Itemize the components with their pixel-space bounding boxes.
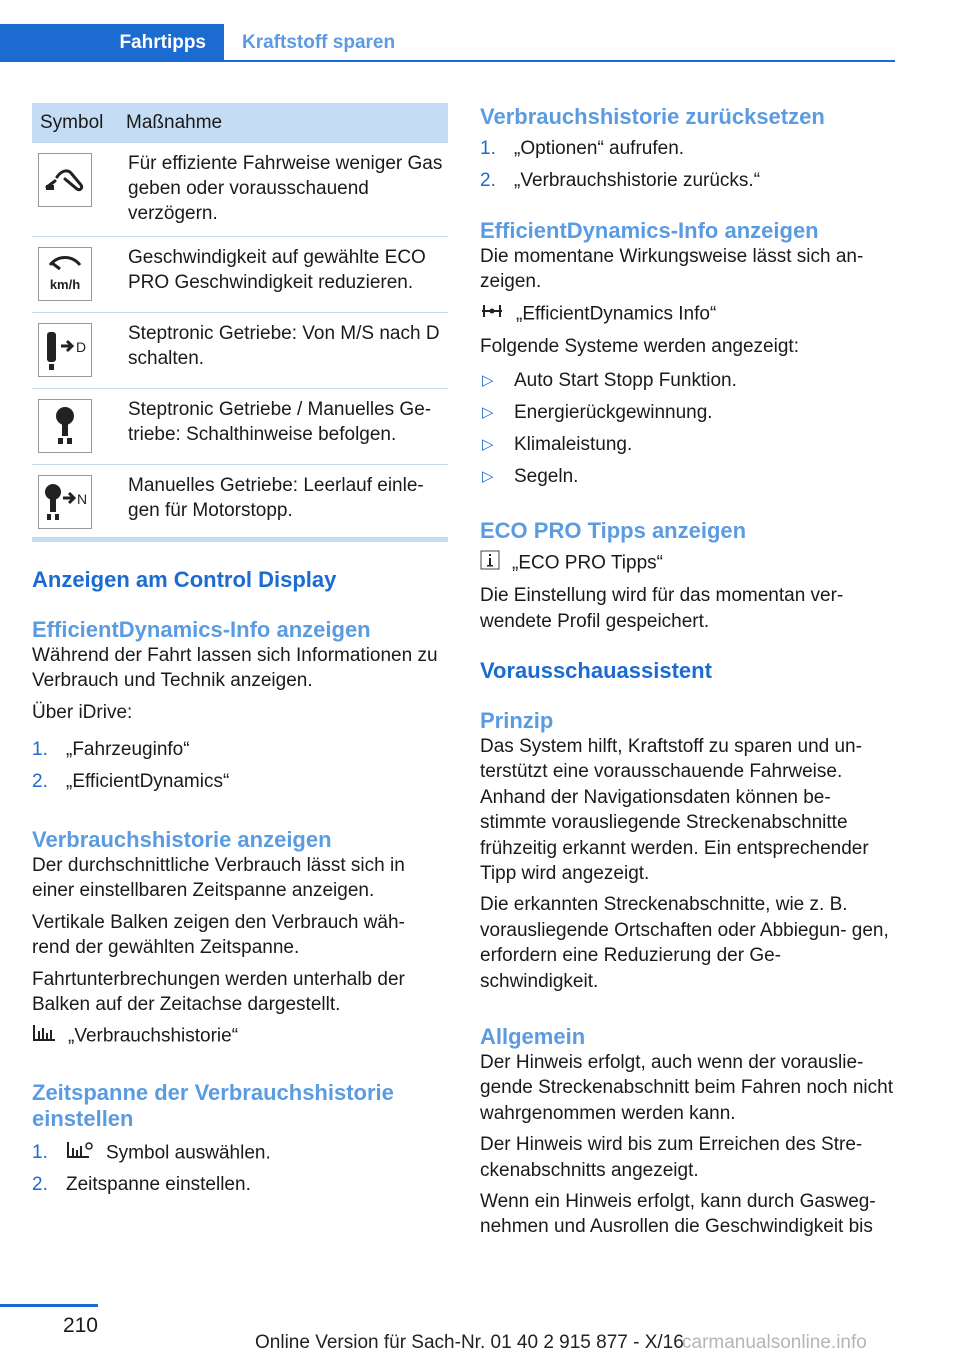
- list-item: ▷ Segeln.: [482, 465, 579, 487]
- list-item: ▷ Klimaleistung.: [482, 433, 633, 455]
- table-end-rule: [32, 537, 448, 542]
- heading-verbrauchshistorie: Verbrauchshistorie anzeigen: [32, 827, 332, 852]
- heading-verbrauchshistorie-zuruecksetzen: Verbrauchshistorie zurücksetzen: [480, 104, 825, 129]
- list-item: 1. „Fahrzeuginfo“: [32, 739, 190, 761]
- list-item: 1. „Optionen“ aufrufen.: [480, 138, 685, 159]
- gear-lever-icon: [38, 399, 92, 453]
- heading-control-display: Anzeigen am Control Display: [32, 567, 337, 592]
- col-symbol: Symbol: [32, 103, 120, 143]
- tab-kraftstoff-sparen[interactable]: Kraftstoff sparen: [242, 32, 396, 53]
- table-row: [32, 237, 448, 313]
- list-item: 1. Symbol auswählen.: [32, 1140, 448, 1172]
- info-icon: [480, 550, 500, 577]
- tab-fahrtipps[interactable]: Fahrtipps: [0, 24, 224, 62]
- paragraph: Die Einstellung wird für das momentan ver- wendete Profil gespeichert.: [480, 585, 844, 632]
- list-item: ▷ Energierückgewinnung.: [482, 401, 713, 423]
- gear-lever-n-icon: [38, 475, 92, 529]
- speedometer-kmh-icon: [38, 247, 92, 301]
- step-list: [480, 136, 898, 200]
- col-measure: Maßnahme: [120, 103, 448, 143]
- menu-path: „ECO PRO Tipps“: [480, 550, 898, 577]
- paragraph: Das System hilft, Kraftstoff zu sparen und un- terstützt eine vorausschauende Fahrweise. Anhand der Navigationsdaten können be- stimmte vorausliegende Streckenabschnitte frühzeitig erkannt werden. Ein entsprechender Tipp wird angezeigt.: [480, 736, 869, 885]
- powertrain-icon: [480, 301, 504, 328]
- table-row: [32, 389, 448, 465]
- table-cell: Steptronic Getriebe: Von M/S nach D schalten.: [120, 313, 448, 389]
- svg-text:N: N: [76, 491, 88, 507]
- heading-zeitspanne: Zeitspanne der Verbrauchshistorie einstellen: [32, 1080, 394, 1131]
- footer-rule: [0, 1304, 98, 1307]
- list-item: ▷ Auto Start Stopp Funktion.: [482, 369, 737, 391]
- list-item: 2. Zeitspanne einstellen.: [32, 1174, 251, 1195]
- paragraph: Vertikale Balken zeigen den Verbrauch wäh- rend der gewählten Zeitspanne.: [32, 911, 405, 959]
- header-rule: [0, 60, 895, 62]
- menu-path: „EfficientDynamics Info“: [480, 301, 898, 328]
- online-version-text: Online Version für Sach-Nr. 01 40 2 915 877 - X/16: [255, 1332, 684, 1353]
- heading-vorausschauassistent: Vorausschauassistent: [480, 658, 712, 683]
- table-row: [32, 465, 448, 541]
- svg-text:km/h: km/h: [49, 277, 81, 292]
- paragraph: Wenn ein Hinweis erfolgt, kann durch Gasweg- nehmen und Ausrollen die Geschwindigkeit bis: [480, 1191, 876, 1238]
- paragraph: Fahrtunterbrechungen werden unterhalb der Balken auf der Zeitachse dargestellt.: [32, 968, 405, 1016]
- table-cell: Geschwindigkeit auf gewählte ECO PRO Geschwindigkeit reduzieren.: [120, 237, 448, 313]
- table-cell: Manuelles Getriebe: Leerlauf einle- gen für Motorstopp.: [120, 465, 448, 541]
- heading-prinzip: Prinzip: [480, 708, 554, 733]
- table-header-row: [32, 103, 448, 143]
- paragraph: Über iDrive:: [32, 701, 133, 723]
- paragraph: Der Hinweis wird bis zum Erreichen des Stre- ckenabschnitts angezeigt.: [480, 1134, 863, 1181]
- table-cell: Steptronic Getriebe / Manuelles Ge- triebe: Schalthinweise befolgen.: [120, 389, 448, 465]
- symbol-table: [32, 103, 448, 541]
- svg-text:D: D: [75, 339, 87, 355]
- bar-chart-icon: [32, 1023, 56, 1050]
- list-item: 2. „EfficientDynamics“: [32, 771, 230, 793]
- paragraph: Die erkannten Streckenabschnitte, wie z. B. vorausliegende Ortschaften oder Abbiegun- gen, erfordern eine Reduzierung der Ge- schwindigkeit.: [480, 894, 889, 992]
- heading-allgemein: Allgemein: [480, 1024, 586, 1049]
- table-row: [32, 313, 448, 389]
- step-list: [32, 1140, 448, 1204]
- table-cell: Für effiziente Fahrweise weniger Gas geben oder vorausschauend verzögern.: [120, 143, 448, 237]
- gear-lever-d-icon: [38, 323, 92, 377]
- paragraph: Die momentane Wirkungsweise lässt sich an- zeigen.: [480, 246, 864, 293]
- watermark: carmanualsonline.info: [682, 1332, 867, 1353]
- table-row: [32, 143, 448, 237]
- systems-list: [480, 368, 898, 496]
- heading-efficientdynamics-info-2: EfficientDynamics-Info anzeigen: [480, 218, 819, 243]
- paragraph: Während der Fahrt lassen sich Informationen zu Verbrauch und Technik anzeigen.: [32, 645, 438, 692]
- chart-settings-icon: [66, 1140, 94, 1167]
- heading-efficientdynamics-info: EfficientDynamics-Info anzeigen: [32, 617, 371, 642]
- list-item: 2. „Verbrauchshistorie zurücks.“: [480, 170, 761, 191]
- paragraph: Der durchschnittliche Verbrauch lässt sich in einer einstellbaren Zeitspanne anzeigen.: [32, 855, 405, 902]
- step-list: [32, 737, 448, 801]
- header-bar: [0, 24, 895, 62]
- menu-path: „Verbrauchshistorie“: [32, 1023, 448, 1050]
- heading-eco-pro-tipps: ECO PRO Tipps anzeigen: [480, 518, 747, 543]
- paragraph: Folgende Systeme werden angezeigt:: [480, 336, 799, 358]
- paragraph: Der Hinweis erfolgt, auch wenn der vorauslie- gende Streckenabschnitt beim Fahren noch nicht wahrgenommen werden kann.: [480, 1052, 893, 1124]
- page-number: 210: [62, 1314, 98, 1337]
- foot-off-pedal-icon: [38, 153, 92, 207]
